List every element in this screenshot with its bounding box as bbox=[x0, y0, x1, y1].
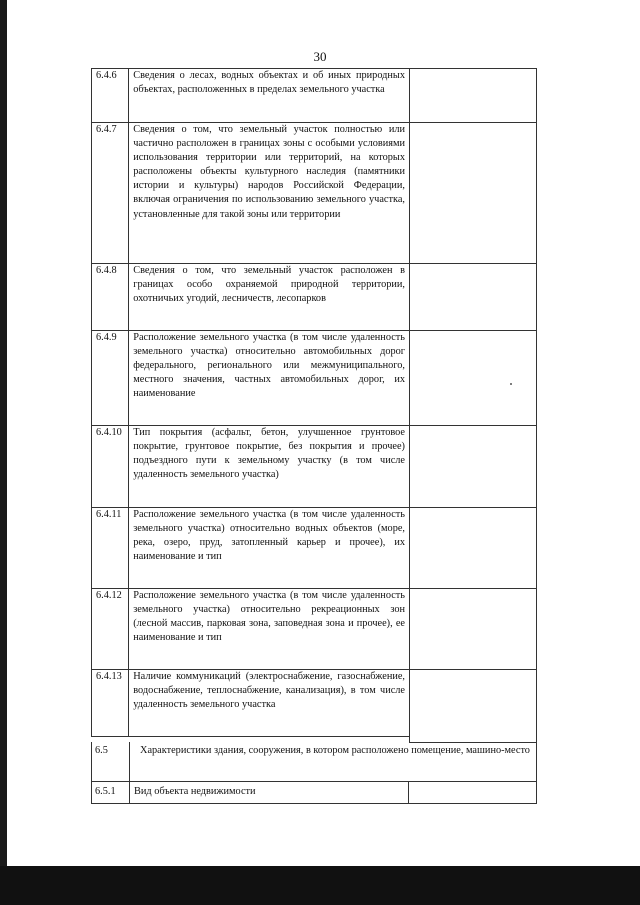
row-number: 6.4.6 bbox=[92, 69, 129, 123]
row-number: 6.5 bbox=[95, 745, 108, 756]
scan-edge-left bbox=[0, 0, 7, 905]
table-row bbox=[92, 670, 410, 737]
table-row bbox=[92, 331, 410, 426]
row-number: 6.4.13 bbox=[92, 670, 129, 737]
row-description: Расположение земельного участка (в том числе удаленность земельного участка) относительно водных объектов (море, река, озеро, пруд, затопленный карьер и прочее), их наименование и тип bbox=[129, 508, 410, 589]
row-number: 6.4.12 bbox=[92, 589, 129, 670]
row-number: 6.4.9 bbox=[92, 331, 129, 426]
row-number: 6.4.10 bbox=[92, 426, 129, 508]
table-row bbox=[92, 69, 410, 123]
characteristics-table bbox=[91, 68, 410, 737]
table-row bbox=[92, 589, 410, 670]
row-number: 6.4.11 bbox=[92, 508, 129, 589]
table-row-6-5-1 bbox=[91, 781, 537, 804]
scan-edge-bottom bbox=[0, 866, 640, 905]
value-column bbox=[409, 68, 537, 743]
table-row bbox=[92, 264, 410, 331]
scan-speck bbox=[510, 383, 512, 385]
row-description: Наличие коммуникаций (электроснабжение, газоснабжение, водоснабжение, теплоснабжение, канализация), в том числе удаленность земельного участка bbox=[129, 670, 410, 737]
row-number: 6.4.7 bbox=[92, 123, 129, 264]
section-header-text: Характеристики здания, сооружения, в котором расположено помещение, машино-место bbox=[140, 745, 530, 756]
table-row bbox=[92, 426, 410, 508]
page-number: 30 bbox=[313, 49, 327, 64]
row-description: Вид объекта недвижимости bbox=[134, 786, 256, 797]
row-description: Тип покрытия (асфальт, бетон, улучшенное грунтовое покрытие, грунтовое покрытие, без покрытия и прочее) подъездного пути к земельному участку (в том числе удаленность земельного участка) bbox=[129, 426, 410, 508]
row-number: 6.4.8 bbox=[92, 264, 129, 331]
table-row bbox=[92, 123, 410, 264]
row-number: 6.5.1 bbox=[95, 786, 116, 797]
row-description: Сведения о лесах, водных объектах и об иных природных объектах, расположенных в пределах земельного участка bbox=[129, 69, 410, 123]
row-description: Расположение земельного участка (в том числе удаленность земельного участка) относительно рекреационных зон (лесной массив, парковая зона, заповедная зона и прочее), ее наименование и тип bbox=[129, 589, 410, 670]
table-row bbox=[92, 508, 410, 589]
row-description: Расположение земельного участка (в том числе удаленность земельного участка) относительно автомобильных дорог федерального, регионального или межмуниципального, местного значения, частных автомобильных дорог, их наименование bbox=[129, 331, 410, 426]
row-description: Сведения о том, что земельный участок полностью или частично расположен в границах зоны с особыми условиями использования территории или территорий, на которых расположены объекты культурного наследия (памятники истории и культуры) народов Российской Федерации, включая ограничения по использованию земельного участка, установленные для такой зоны или территории bbox=[129, 123, 410, 264]
row-description: Сведения о том, что земельный участок расположен в границах особо охраняемой природной территории, охотничьих угодий, лесничеств, лесопарков bbox=[129, 264, 410, 331]
